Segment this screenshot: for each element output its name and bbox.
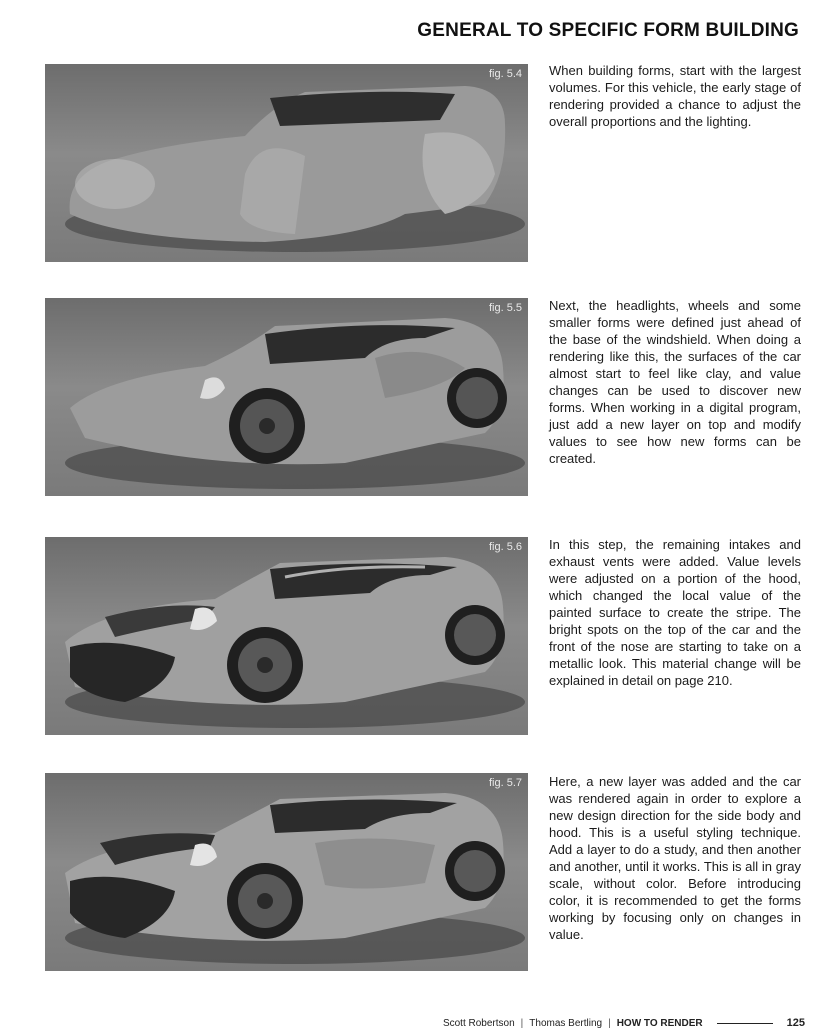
footer-separator: | <box>520 1017 524 1029</box>
page-number: 125 <box>786 1017 805 1029</box>
figure-label: fig. 5.7 <box>488 777 522 789</box>
car-rendering-image <box>45 537 528 735</box>
footer-separator: | <box>608 1017 611 1029</box>
figure-5-4-caption: When building forms, start with the largest volumes. For this vehicle, the early stage of rendering provided a chance to adjust the overall proportions and the lighting. <box>549 63 801 129</box>
figure-5-6 <box>45 537 528 735</box>
figure-label: fig. 5.4 <box>488 68 522 80</box>
figure-5-6-caption: In this step, the remaining intakes and exhaust vents were added. Value levels were adjusted on a portion of the hood, which changed the local value of the painted surface to create the stripe. The bright spots on the top of the car and the front of the nose are starting to take on a metallic look. This material change will be explained in detail on page 210. <box>549 537 801 688</box>
figure-5-4 <box>45 64 528 262</box>
figure-label: fig. 5.5 <box>488 302 522 314</box>
figure-5-7-caption: Here, a new layer was added and the car was rendered again in order to explore a new design direction for the side body and hood. This is a useful styling technique. Add a layer to do a study, and then another and another, until it works. This is all in gray scale, without color. Before introducing color, it is recommended to get the forms working by focusing only on changes in value. <box>549 774 801 942</box>
car-rendering-image <box>45 298 528 496</box>
footer-rule <box>717 1023 773 1024</box>
footer-author-1: Scott Robertson <box>442 1017 515 1029</box>
car-rendering-image <box>45 64 528 262</box>
page-footer <box>443 1017 805 1029</box>
page-title: GENERAL TO SPECIFIC FORM BUILDING <box>417 20 799 41</box>
figure-5-5 <box>45 298 528 496</box>
figure-5-7 <box>45 773 528 971</box>
footer-book-title: HOW TO RENDER <box>616 1017 703 1029</box>
figure-label: fig. 5.6 <box>488 541 522 553</box>
footer-author-2: Thomas Bertling <box>529 1017 603 1029</box>
car-rendering-image <box>45 773 528 971</box>
figure-5-5-caption: Next, the headlights, wheels and some smaller forms were defined just ahead of the base of the windshield. When doing a rendering like this, the surfaces of the car almost start to feel like clay, and value changes can be used to discover new forms. When working in a digital program, just add a new layer on top and modify values to see how new forms can be created. <box>549 298 801 466</box>
